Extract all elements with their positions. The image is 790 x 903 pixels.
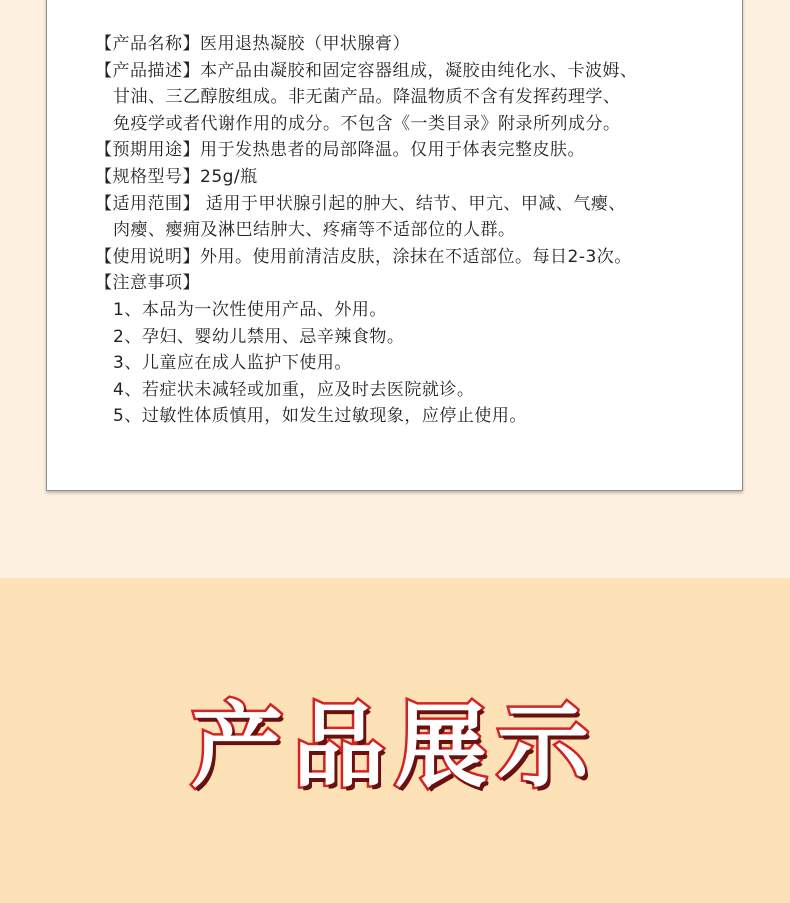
- product-description-line-2: 甘油、三乙醇胺组成。非无菌产品。降温物质不含有发挥药理学、: [113, 87, 621, 108]
- product-description-line: 【产品描述】本产品由凝胶和固定容器组成，凝胶由纯化水、卡波姆、: [95, 60, 638, 81]
- precaution-item: 2、孕妇、婴幼儿禁用、忌辛辣食物。: [113, 326, 405, 347]
- precaution-item: 1、本品为一次性使用产品、外用。: [113, 299, 387, 320]
- instructions-text: [95, 31, 735, 430]
- scope-line-2: 肉瘿、瘿痈及淋巴结肿大、疼痛等不适部位的人群。: [113, 220, 516, 241]
- scope-line: 【适用范围】 适用于甲状腺引起的肿大、结节、甲亢、甲减、气瘿、: [95, 193, 626, 214]
- product-showcase-title: 产品展示: [190, 693, 599, 800]
- usage-instructions-line: 【使用说明】外用。使用前清洁皮肤，涂抹在不适部位。每日2-3次。: [95, 246, 632, 267]
- product-name-line: 【产品名称】医用退热凝胶（甲状腺膏）: [95, 34, 410, 54]
- precaution-item: 3、儿童应在成人监护下使用。: [113, 353, 352, 374]
- product-description-line-3: 免疫学或者代谢作用的成分。不包含《一类目录》附录所列成分。: [113, 113, 621, 134]
- precaution-item: 5、过敏性体质慎用，如发生过敏现象，应停止使用。: [113, 406, 527, 427]
- precaution-item: 4、若症状未减轻或加重，应及时去医院就诊。: [113, 379, 475, 400]
- intended-use-line: 【预期用途】用于发热患者的局部降温。仅用于体表完整皮肤。: [95, 140, 585, 161]
- product-showcase-banner: [0, 578, 790, 903]
- precautions-heading: 【注意事项】: [95, 273, 200, 294]
- specification-line: 【规格型号】25g/瓶: [95, 166, 258, 187]
- product-instructions-card: [46, 0, 743, 491]
